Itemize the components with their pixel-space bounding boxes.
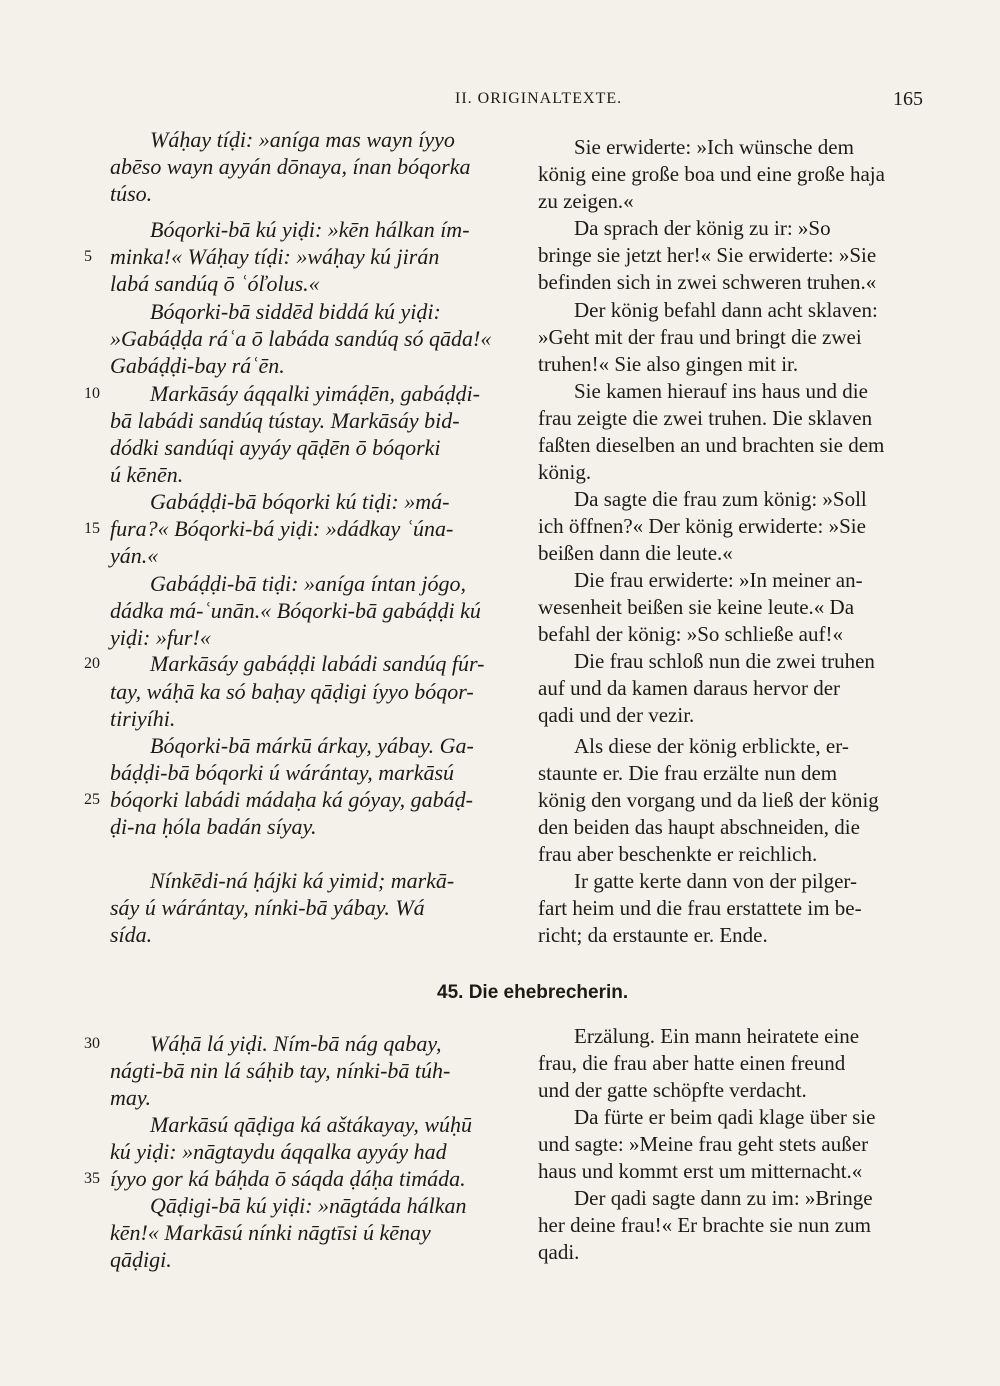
line-number: 20 <box>84 655 100 672</box>
text-line: frau aber beschenkte er reichlich. <box>538 842 818 866</box>
line-number: 5 <box>84 248 92 265</box>
text-line: Als diese der könig erblickte, er- <box>574 734 849 758</box>
text-line: Gabáḍḍi-bā tiḍi: »aníga íntan jógo, <box>150 571 466 596</box>
text-line: bóqorki labádi mádaḥa ká góyay, gabáḍ- <box>110 787 473 812</box>
text-line: Da fürte er beim qadi klage über sie <box>574 1105 876 1129</box>
text-line: Nínkēdi-ná ḥájki ká yimid; markā- <box>150 868 455 893</box>
text-line: auf und da kamen daraus hervor der <box>538 676 841 700</box>
text-line: wesenheit beißen sie keine leute.« Da <box>538 595 855 619</box>
text-line: Gabáḍḍi-bay ráʿēn. <box>110 353 285 378</box>
text-line: Bóqorki-bā kú yiḍi: »kēn hálkan ím- <box>150 217 470 242</box>
text-line: könig. <box>538 460 592 484</box>
text-line: faßten dieselben an und brachten sie dem <box>538 433 885 457</box>
text-line: báḍḍi-bā bóqorki ú wárántay, markāsú <box>110 760 455 785</box>
text-line: sáy ú wárántay, nínki-bā yábay. Wá <box>110 895 425 920</box>
text-line: Wáḥā lá yiḍi. Ním-bā nág qabay, <box>150 1031 442 1056</box>
text-line: Bóqorki-bā siddēd biddá kú yiḍi: <box>150 299 441 324</box>
text-line: und der gatte schöpfte verdacht. <box>538 1078 807 1102</box>
text-line: tay, wáḥā ka só baḥay qāḍigi íyyo bóqor- <box>110 679 474 704</box>
text-line: fart heim und die frau erstattete im be- <box>538 896 862 920</box>
line-number: 35 <box>84 1170 100 1187</box>
text-line: zu zeigen.« <box>538 189 634 213</box>
text-line: truhen!« Sie also gingen mit ir. <box>538 352 799 376</box>
text-line: befinden sich in zwei schweren truhen.« <box>538 270 877 294</box>
text-line: beißen dann die leute.« <box>538 541 733 565</box>
text-line: den beiden das haupt abschneiden, die <box>538 815 860 839</box>
text-line: tiriyíhi. <box>110 706 176 731</box>
text-line: túso. <box>110 181 153 206</box>
text-line: kú yiḍi: »nāgtaydu áqqalka ayyáy had <box>110 1139 447 1164</box>
text-line: bringe sie jetzt her!« Sie erwiderte: »Sie <box>538 243 877 267</box>
text-line: Die frau schloß nun die zwei truhen <box>574 649 875 673</box>
text-line: Gabáḍḍi-bā bóqorki kú tiḍi: »má- <box>150 489 450 514</box>
text-line: kēn!« Markāsú nínki nāgtīsi ú kēnay <box>110 1220 431 1245</box>
text-line: íyyo gor ká báḥda ō sáqda ḍáḥa timáda. <box>110 1166 466 1191</box>
text-line: ú kēnēn. <box>110 462 184 487</box>
text-line: Der könig befahl dann acht sklaven: <box>574 298 878 322</box>
text-line: Ir gatte kerte dann von der pilger- <box>574 869 857 893</box>
text-line: richt; da erstaunte er. Ende. <box>538 923 768 947</box>
text-line: Wáḥay tíḍi: »aníga mas wayn íyyo <box>150 127 455 152</box>
text-line: Markāsáy gabáḍḍi labádi sandúq fúr- <box>150 651 485 676</box>
line-number: 30 <box>84 1035 100 1052</box>
text-line: staunte er. Die frau erzälte nun dem <box>538 761 838 785</box>
line-number: 15 <box>84 520 100 537</box>
text-line: her deine frau!« Er brachte sie nun zum <box>538 1213 871 1237</box>
text-line: fura?« Bóqorki-bá yiḍi: »dádkay ʿúna- <box>110 516 454 541</box>
text-line: minka!« Wáḥay tíḍi: »wáḥay kú jirán <box>110 244 440 269</box>
text-line: yán.« <box>110 543 159 568</box>
text-line: frau, die frau aber hatte einen freund <box>538 1051 846 1075</box>
text-line: Markāsáy áqqalki yimáḍēn, gabáḍḍi- <box>150 381 480 406</box>
section-heading: 45. Die ehebrecherin. <box>437 982 629 1003</box>
text-line: abēso wayn ayyán dōnaya, ínan bóqorka <box>110 154 471 179</box>
text-line: Bóqorki-bā márkū árkay, yábay. Ga- <box>150 733 474 758</box>
text-line: qāḍigi. <box>110 1247 172 1272</box>
text-line: frau zeigte die zwei truhen. Die sklaven <box>538 406 873 430</box>
text-line: Da sagte die frau zum könig: »Soll <box>574 487 867 511</box>
text-line: könig eine große boa und eine große haja <box>538 162 885 186</box>
text-line: dádka má-ʿunān.« Bóqorki-bā gabáḍḍi kú <box>110 598 481 623</box>
text-line: labá sandúq ō ʿóľolus.« <box>110 271 320 296</box>
text-line: ḍi-na ḥóla badán síyay. <box>110 814 317 839</box>
text-line: qadi. <box>538 1240 580 1264</box>
text-line: Sie kamen hierauf ins haus und die <box>574 379 868 403</box>
text-line: haus und kommt erst um mitternacht.« <box>538 1159 863 1183</box>
text-line: »Geht mit der frau und bringt die zwei <box>538 325 862 349</box>
text-line: yiḍi: »fur!« <box>110 625 211 650</box>
text-line: Die frau erwiderte: »In meiner an- <box>574 568 863 592</box>
running-header: II. ORIGINALTEXTE. <box>455 90 623 107</box>
text-line: dódki sandúqi ayyáy qāḍēn ō bóqorki <box>110 435 441 460</box>
line-number: 25 <box>84 791 100 808</box>
text-line: ich öffnen?« Der könig erwiderte: »Sie <box>538 514 866 538</box>
text-line: qadi und der vezir. <box>538 703 695 727</box>
text-line: und sagte: »Meine frau geht stets außer <box>538 1132 869 1156</box>
text-line: Qāḍigi-bā kú yiḍi: »nāgtáda hálkan <box>150 1193 467 1218</box>
text-line: nágti-bā nin lá sáḥib tay, nínki-bā túh- <box>110 1058 451 1083</box>
text-line: befahl der könig: »So schließe auf!« <box>538 622 843 646</box>
text-line: Der qadi sagte dann zu im: »Bringe <box>574 1186 873 1210</box>
text-line: »Gabáḍḍa ráʿa ō labáda sandúq só qāda!« <box>110 326 492 351</box>
text-line: Da sprach der könig zu ir: »So <box>574 216 831 240</box>
text-line: bā labádi sandúq tústay. Markāsáy bid- <box>110 408 460 433</box>
line-number: 10 <box>84 385 100 402</box>
text-line: Markāsú qāḍiga ká aštákayay, wúḥū <box>150 1112 473 1137</box>
text-line: Erzälung. Ein mann heiratete eine <box>574 1024 860 1048</box>
text-line: könig den vorgang und da ließ der könig <box>538 788 879 812</box>
page-number: 165 <box>893 88 923 110</box>
text-line: may. <box>110 1085 151 1110</box>
text-line: Sie erwiderte: »Ich wünsche dem <box>574 135 854 159</box>
text-line: sída. <box>110 922 153 947</box>
